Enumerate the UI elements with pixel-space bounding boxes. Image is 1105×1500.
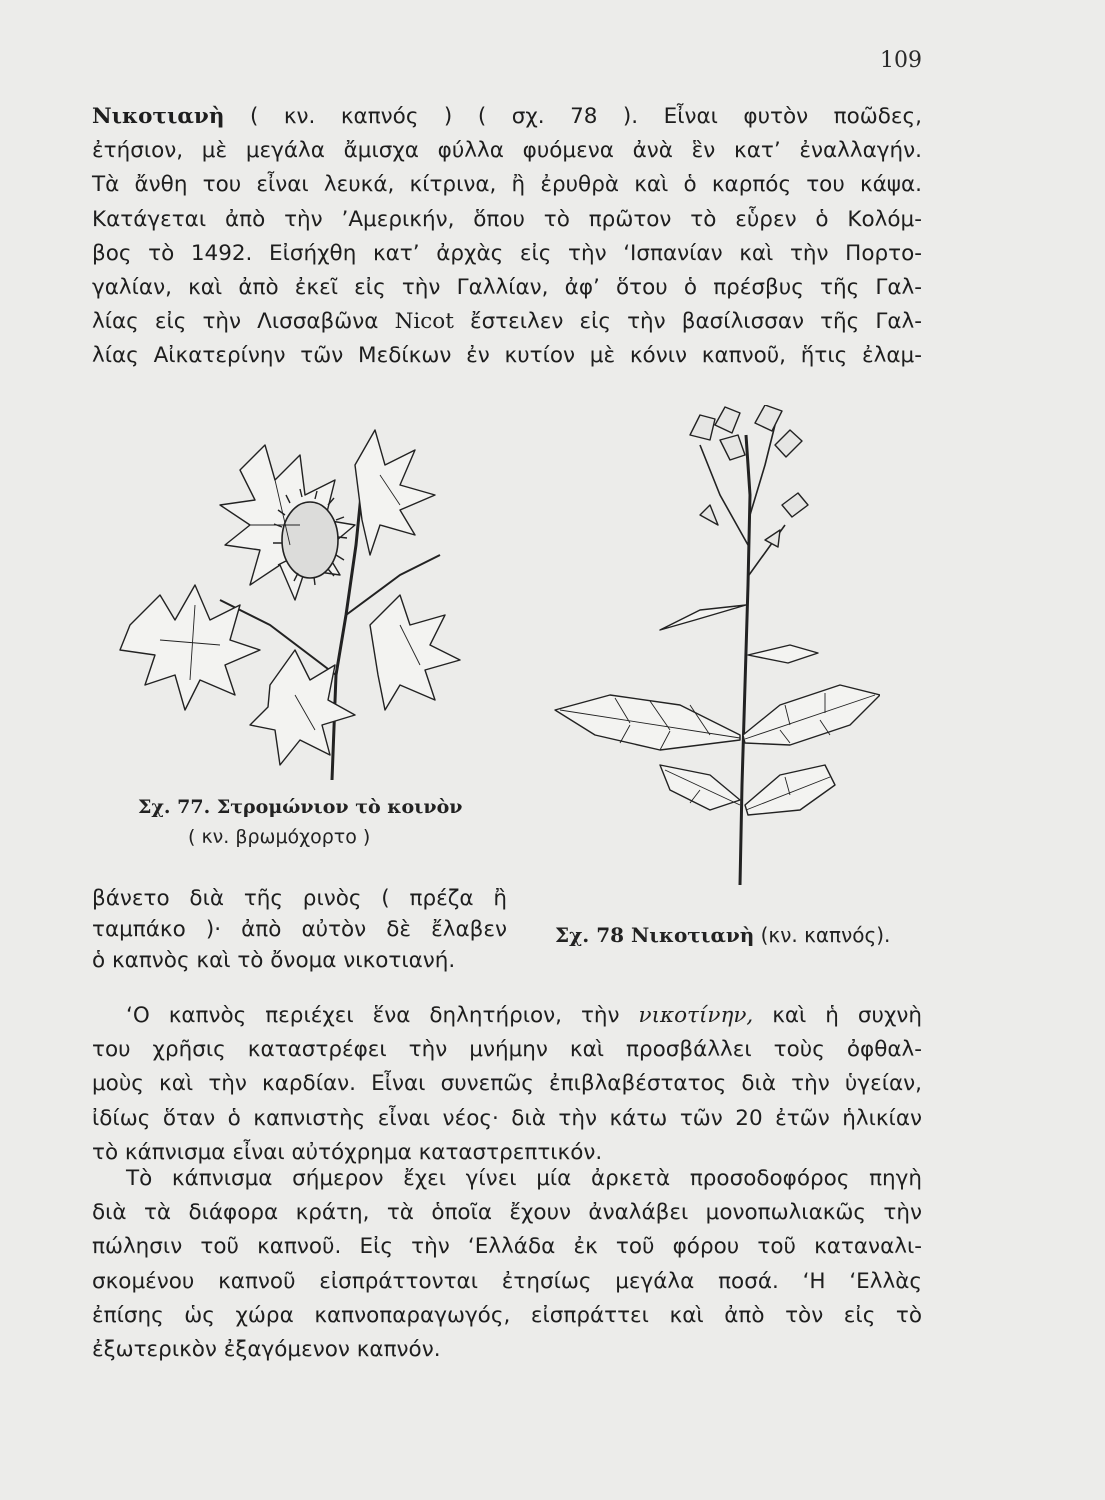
figure-78-caption: [555, 923, 890, 947]
text-line: βος τὸ 1492. Εἰσήχθη κατ’ ἀρχὰς εἰς τὴν ‘Ισπανίαν καὶ τὴν Πορτο-: [92, 240, 922, 266]
figure-78-common-name: (κν. καπνός).: [760, 923, 891, 947]
text-line: Νικοτιανὴ ( κν. καπνός ) ( σχ. 78 ). Εἶναι φυτὸν ποῶδες,: [92, 104, 922, 129]
text-line: λίας εἰς τὴν Λισσαβῶνα Nicot ἔστειλεν εἰς τὴν βασίλισσαν τῆς Γαλ-: [92, 309, 922, 335]
text-line: τὸ κάπνισμα εἶναι αὐτόχρημα καταστρεπτικόν.: [92, 1139, 603, 1165]
figure-78-title: Σχ. 78 Νικοτιανὴ: [555, 923, 755, 947]
text-line: Κατάγεται ἀπὸ τὴν ’Αμερικήν, ὅπου τὸ πρῶτον τὸ εὗρεν ὁ Κολόμ-: [92, 206, 922, 232]
text-line: ἐτήσιον, μὲ μεγάλα ἄμισχα φύλλα φυόμενα ἀνὰ ἓν κατ’ ἐναλλαγήν.: [92, 138, 922, 164]
name-nicot: Nicot: [394, 309, 454, 335]
text-line: λίας Αἰκατερίνην τῶν Μεδίκων ἐν κυτίον μὲ κόνιν καπνοῦ, ἥτις ἐλαμ-: [92, 343, 922, 369]
text-line: ταμπάκο )· ἀπὸ αὐτὸν δὲ ἔλαβεν: [92, 917, 507, 942]
paragraph-nicotiana-intro: [92, 100, 922, 374]
text-line: πώλησιν τοῦ καπνοῦ. Εἰς τὴν ‘Ελλάδα ἐκ τοῦ φόρου τοῦ καταναλι-: [92, 1234, 922, 1260]
text-line: μοὺς καὶ τὴν καρδίαν. Εἶναι συνεπῶς ἐπιβλαβέστατος διὰ τὴν ὑγείαν,: [92, 1071, 922, 1097]
paragraph-continuation: [92, 883, 507, 976]
figure-77-common-name: ( κν. βρωμόχορτο ): [188, 826, 371, 848]
datura-illustration: [100, 425, 480, 780]
text-line: Τὰ ἄνθη του εἶναι λευκά, κίτρινα, ἢ ἐρυθρὰ καὶ ὁ καρπός του κάψα.: [92, 172, 922, 198]
text-line: ἐξωτερικὸν ἐξαγόμενον καπνόν.: [92, 1337, 441, 1363]
text-line: ὁ καπνὸς καὶ τὸ ὄνομα νικοτιανή.: [92, 948, 456, 973]
tobacco-plant-illustration: [550, 405, 880, 885]
paragraph-nicotine-effects: [92, 999, 922, 1170]
term-nicotine: νικοτίνην,: [638, 1003, 754, 1028]
text-line: σκομένου καπνοῦ εἰσπράττονται ἐτησίως μεγάλα ποσά. ‘Η ‘Ελλὰς: [92, 1268, 922, 1294]
figure-77-caption: Σχ. 77. Στρομώνιον τὸ κοινὸν: [138, 796, 463, 818]
text-line: διὰ τὰ διάφορα κράτη, τὰ ὁποῖα ἔχουν ἀναλάβει μονοπωλιακῶς τὴν: [92, 1200, 922, 1226]
term-heading: Νικοτιανὴ: [92, 104, 225, 129]
page-number: 109: [880, 48, 922, 73]
text-line: γαλίαν, καὶ ἀπὸ ἐκεῖ εἰς τὴν Γαλλίαν, ἀφ’ ὅτου ὁ πρέσβυς τῆς Γαλ-: [92, 275, 922, 301]
text-line: του χρῆσις καταστρέφει τὴν μνήμην καὶ προσβάλλει τοὺς ὀφθαλ-: [92, 1037, 922, 1063]
text-line: ‘Ο καπνὸς περιέχει ἕνα δηλητήριον, τὴν νικοτίνην, καὶ ἡ συχνὴ: [126, 1003, 922, 1028]
text-line: ἐπίσης ὡς χώρα καπνοπαραγωγός, εἰσπράττει καὶ ἀπὸ τὸν εἰς τὸ: [92, 1302, 922, 1328]
text-line: Τὸ κάπνισμα σήμερον ἔχει γίνει μία ἀρκετὰ προσοδοφόρος πηγὴ: [126, 1166, 922, 1191]
text-line: βάνετο διὰ τῆς ρινὸς ( πρέζα ἢ: [92, 886, 507, 911]
text-line: ἰδίως ὅταν ὁ καπνιστὴς εἶναι νέος· διὰ τὴν κάτω τῶν 20 ἐτῶν ἡλικίαν: [92, 1105, 922, 1131]
paragraph-tobacco-revenue: [92, 1162, 922, 1367]
